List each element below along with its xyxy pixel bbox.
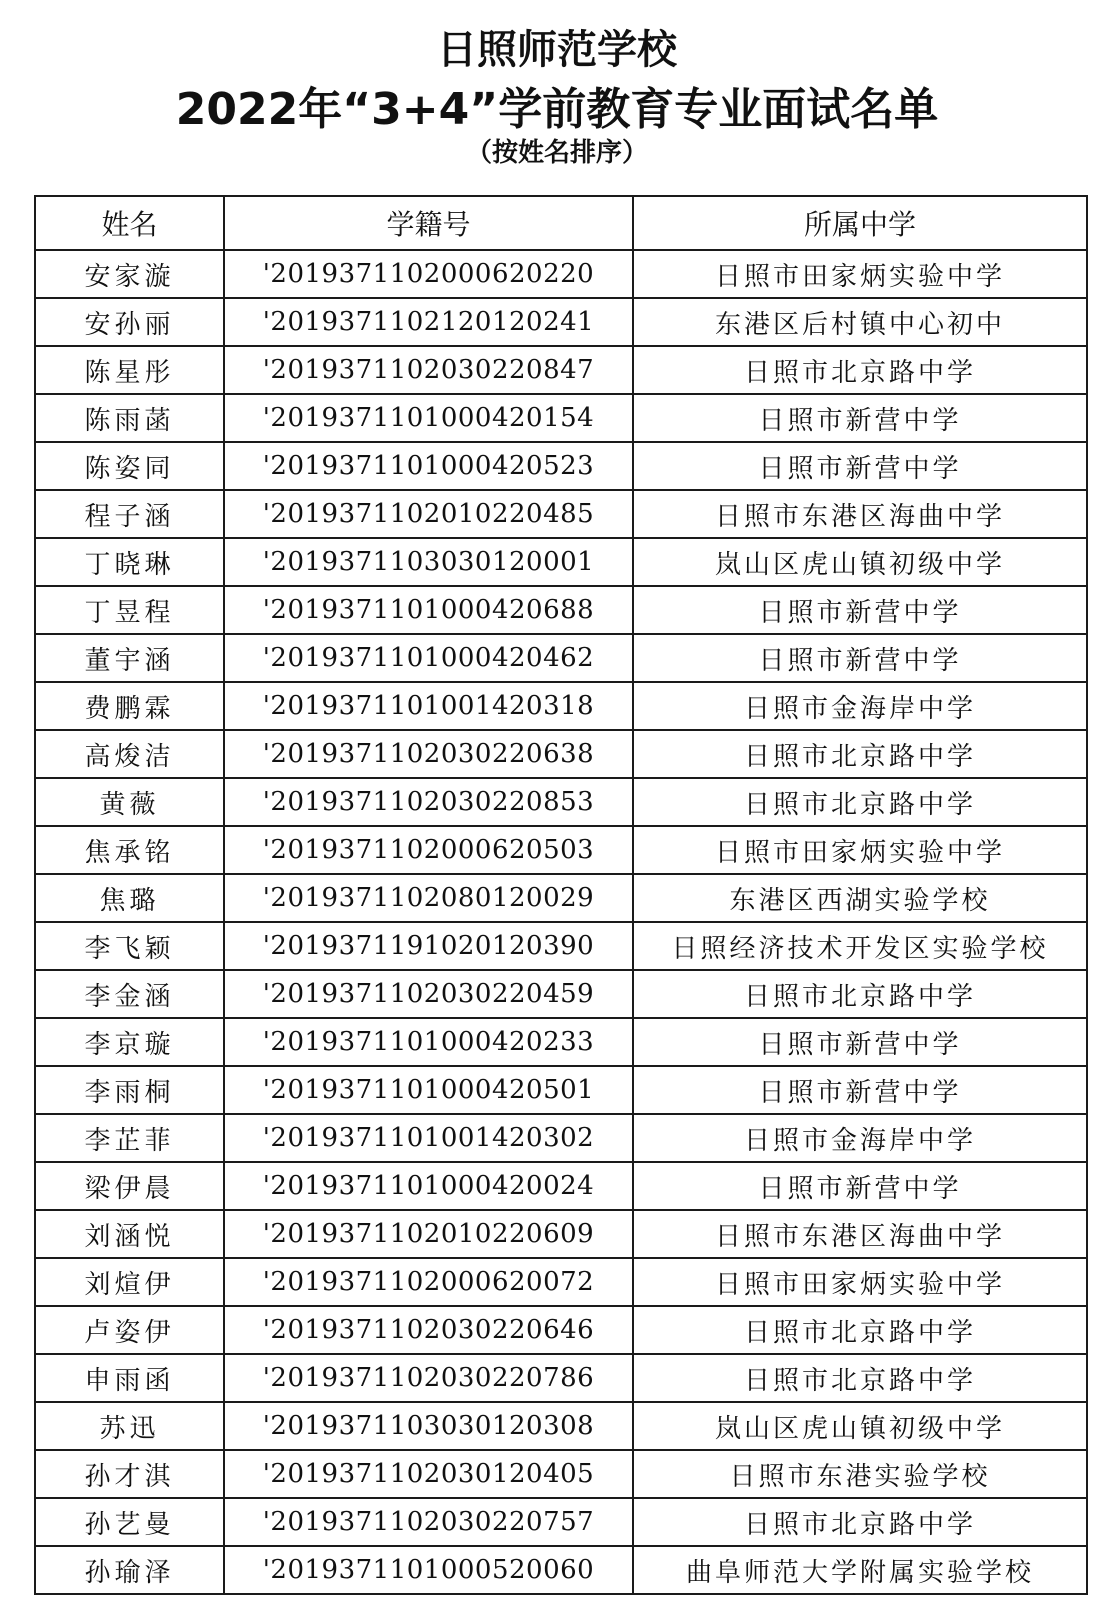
document-title: 2022年“3+4”学前教育专业面试名单	[175, 84, 939, 135]
student-id-cell: '2019371102030220646	[224, 1306, 633, 1354]
student-name-cell: 陈姿同	[35, 442, 224, 490]
student-name-cell: 李雨桐	[35, 1066, 224, 1114]
student-id-cell: '2019371101001420318	[224, 682, 633, 730]
school-cell: 日照市田家炳实验中学	[633, 250, 1087, 298]
table-row	[35, 298, 1087, 346]
student-name-cell: 李芷菲	[35, 1114, 224, 1162]
student-name-cell: 李金涵	[35, 970, 224, 1018]
student-id-cell: '2019371101000420462	[224, 634, 633, 682]
table-row	[35, 1114, 1087, 1162]
school-cell: 岚山区虎山镇初级中学	[633, 538, 1087, 586]
school-cell: 日照市新营中学	[633, 1162, 1087, 1210]
student-id-cell: '2019371102030220638	[224, 730, 633, 778]
column-header-name: 姓名	[35, 196, 224, 250]
student-name-cell: 梁伊晨	[35, 1162, 224, 1210]
table-row	[35, 538, 1087, 586]
student-id-cell: '2019371102080120029	[224, 874, 633, 922]
school-cell: 日照市新营中学	[633, 394, 1087, 442]
student-id-cell: '2019371101000420523	[224, 442, 633, 490]
student-id-cell: '2019371101000420024	[224, 1162, 633, 1210]
table-row	[35, 1402, 1087, 1450]
student-id-cell: '2019371101000420233	[224, 1018, 633, 1066]
student-name-cell: 焦璐	[35, 874, 224, 922]
student-name-cell: 孙瑜泽	[35, 1546, 224, 1594]
student-name-cell: 李飞颖	[35, 922, 224, 970]
student-id-cell: '2019371102030220459	[224, 970, 633, 1018]
student-id-cell: '2019371101000420688	[224, 586, 633, 634]
school-cell: 日照市田家炳实验中学	[633, 1258, 1087, 1306]
table-header-row	[35, 196, 1087, 250]
table-row	[35, 490, 1087, 538]
student-id-cell: '2019371102000620072	[224, 1258, 633, 1306]
table-row	[35, 1354, 1087, 1402]
student-name-cell: 苏迅	[35, 1402, 224, 1450]
school-cell: 日照市田家炳实验中学	[633, 826, 1087, 874]
student-id-cell: '2019371191020120390	[224, 922, 633, 970]
student-id-cell: '2019371101000420501	[224, 1066, 633, 1114]
table-row	[35, 1162, 1087, 1210]
student-name-cell: 高焌洁	[35, 730, 224, 778]
student-name-cell: 刘涵悦	[35, 1210, 224, 1258]
column-header-school: 所属中学	[633, 196, 1087, 250]
student-name-cell: 刘煊伊	[35, 1258, 224, 1306]
student-name-cell: 丁晓琳	[35, 538, 224, 586]
student-id-cell: '2019371102030220853	[224, 778, 633, 826]
table-row	[35, 1306, 1087, 1354]
school-cell: 日照市北京路中学	[633, 1306, 1087, 1354]
student-name-cell: 丁昱程	[35, 586, 224, 634]
school-cell: 日照经济技术开发区实验学校	[633, 922, 1087, 970]
student-name-cell: 陈雨菡	[35, 394, 224, 442]
school-cell: 日照市新营中学	[633, 586, 1087, 634]
school-cell: 岚山区虎山镇初级中学	[633, 1402, 1087, 1450]
school-cell: 日照市新营中学	[633, 1066, 1087, 1114]
student-name-cell: 孙艺曼	[35, 1498, 224, 1546]
table-row	[35, 778, 1087, 826]
school-cell: 日照市北京路中学	[633, 970, 1087, 1018]
school-cell: 东港区西湖实验学校	[633, 874, 1087, 922]
student-id-cell: '2019371101001420302	[224, 1114, 633, 1162]
table-row	[35, 1066, 1087, 1114]
student-id-cell: '2019371103030120308	[224, 1402, 633, 1450]
school-cell: 东港区后村镇中心初中	[633, 298, 1087, 346]
student-id-cell: '2019371102030220757	[224, 1498, 633, 1546]
student-name-cell: 孙才淇	[35, 1450, 224, 1498]
column-header-student-id: 学籍号	[224, 196, 633, 250]
student-id-cell: '2019371102030220847	[224, 346, 633, 394]
school-cell: 日照市新营中学	[633, 442, 1087, 490]
interview-list-table	[34, 195, 1088, 1595]
student-id-cell: '2019371103030120001	[224, 538, 633, 586]
school-cell: 日照市新营中学	[633, 1018, 1087, 1066]
table-row	[35, 1546, 1087, 1594]
school-cell: 曲阜师范大学附属实验学校	[633, 1546, 1087, 1594]
student-id-cell: '2019371102030220786	[224, 1354, 633, 1402]
school-cell: 日照市新营中学	[633, 634, 1087, 682]
school-cell: 日照市北京路中学	[633, 778, 1087, 826]
student-name-cell: 费鹏霖	[35, 682, 224, 730]
table-body	[35, 250, 1087, 1594]
table-row	[35, 442, 1087, 490]
table-row	[35, 1450, 1087, 1498]
student-id-cell: '2019371102030120405	[224, 1450, 633, 1498]
school-cell: 日照市金海岸中学	[633, 682, 1087, 730]
student-name-cell: 焦承铭	[35, 826, 224, 874]
student-id-cell: '2019371102000620220	[224, 250, 633, 298]
student-name-cell: 卢姿伊	[35, 1306, 224, 1354]
table-row	[35, 970, 1087, 1018]
student-name-cell: 安家漩	[35, 250, 224, 298]
student-id-cell: '2019371102010220609	[224, 1210, 633, 1258]
table-row	[35, 586, 1087, 634]
school-cell: 日照市北京路中学	[633, 1354, 1087, 1402]
table-row	[35, 1258, 1087, 1306]
table-row	[35, 634, 1087, 682]
school-cell: 日照市北京路中学	[633, 1498, 1087, 1546]
table-row	[35, 922, 1087, 970]
school-cell: 日照市东港区海曲中学	[633, 490, 1087, 538]
student-id-cell: '2019371101000520060	[224, 1546, 633, 1594]
table-row	[35, 682, 1087, 730]
school-cell: 日照市北京路中学	[633, 730, 1087, 778]
table-row	[35, 250, 1087, 298]
table-row	[35, 730, 1087, 778]
school-cell: 日照市东港实验学校	[633, 1450, 1087, 1498]
table-row	[35, 1018, 1087, 1066]
student-name-cell: 安孙丽	[35, 298, 224, 346]
student-name-cell: 董宇涵	[35, 634, 224, 682]
student-name-cell: 程子涵	[35, 490, 224, 538]
table-row	[35, 826, 1087, 874]
school-cell: 日照市金海岸中学	[633, 1114, 1087, 1162]
school-cell: 日照市东港区海曲中学	[633, 1210, 1087, 1258]
table-row	[35, 346, 1087, 394]
student-name-cell: 陈星彤	[35, 346, 224, 394]
table-row	[35, 394, 1087, 442]
student-id-cell: '2019371101000420154	[224, 394, 633, 442]
student-id-cell: '2019371102120120241	[224, 298, 633, 346]
student-name-cell: 申雨函	[35, 1354, 224, 1402]
school-cell: 日照市北京路中学	[633, 346, 1087, 394]
student-name-cell: 黄薇	[35, 778, 224, 826]
student-id-cell: '2019371102000620503	[224, 826, 633, 874]
student-name-cell: 李京璇	[35, 1018, 224, 1066]
table-row	[35, 1210, 1087, 1258]
school-name: 日照师范学校	[437, 27, 677, 73]
student-id-cell: '2019371102010220485	[224, 490, 633, 538]
document-subtitle: （按姓名排序）	[465, 138, 648, 168]
table-row	[35, 874, 1087, 922]
table-row	[35, 1498, 1087, 1546]
